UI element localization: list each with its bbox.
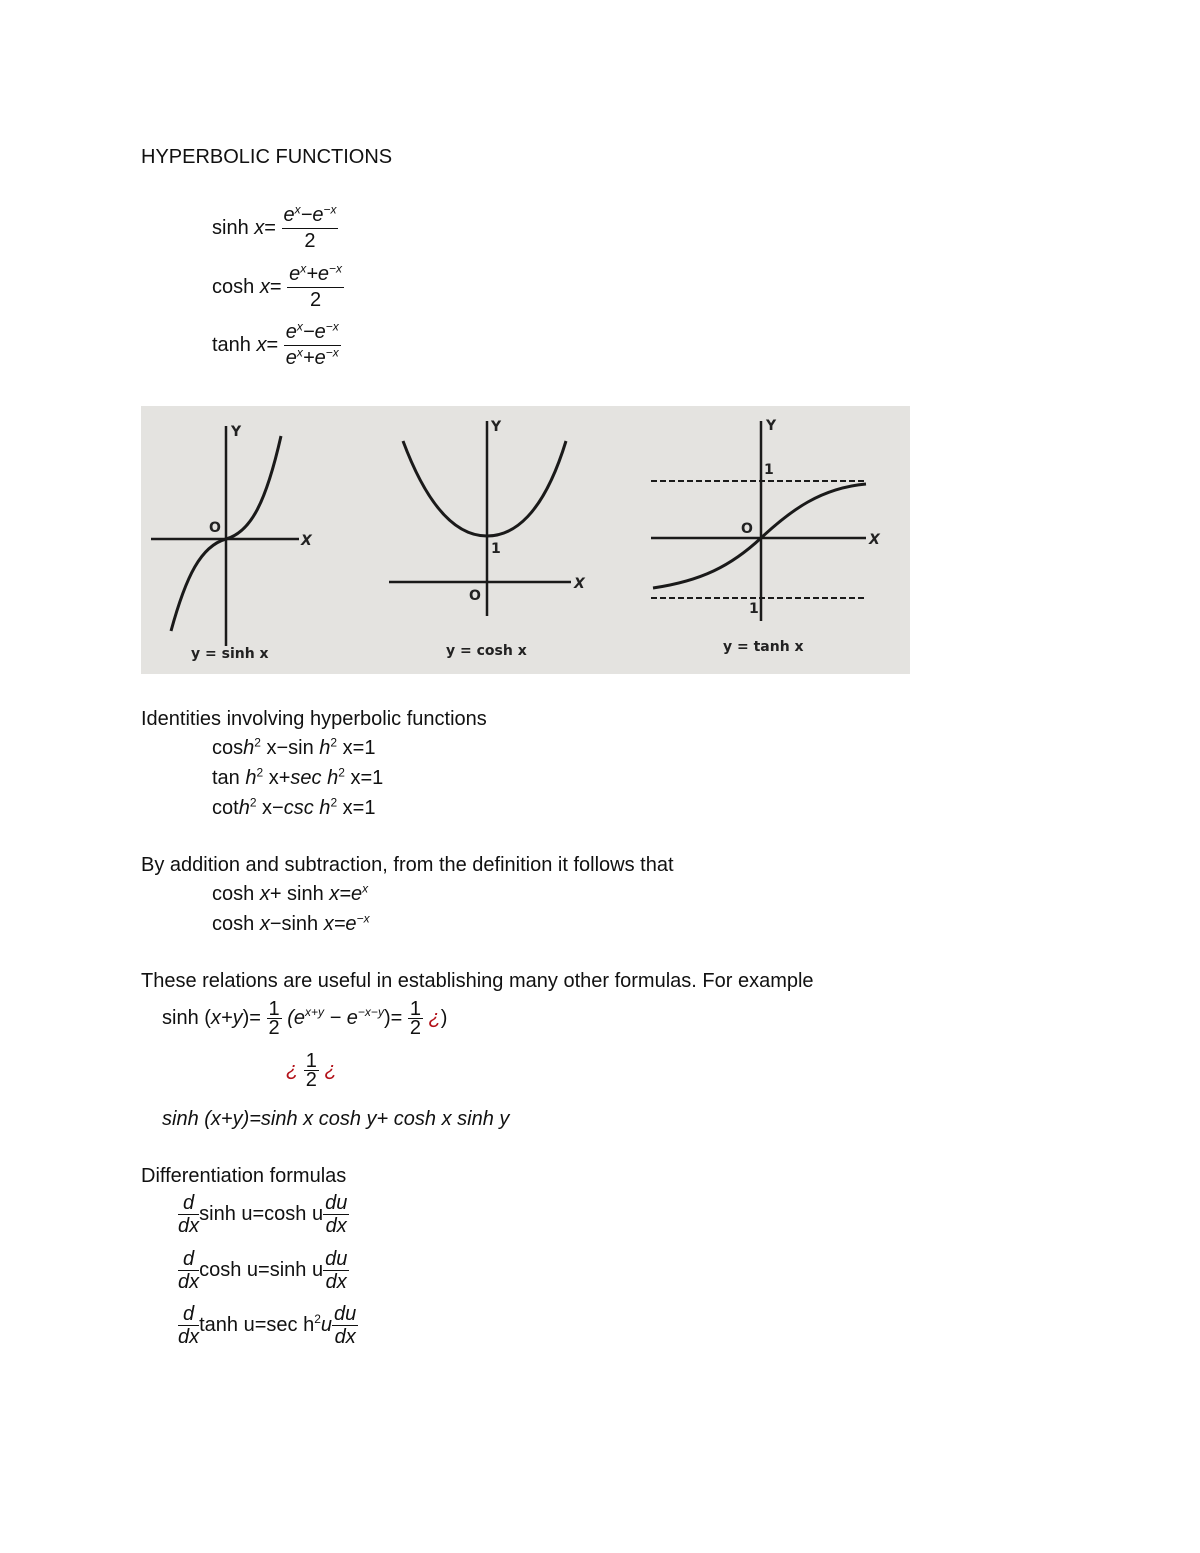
graphs-svg [141,406,910,674]
tanh-y-label: Y [766,418,777,434]
relations-heading: These relations are useful in establishing many other formulas. For example [141,970,814,992]
cosh-var: x [259,275,270,298]
sinh-eq: = [264,216,276,239]
tanh-neg-one-label: 1 [749,601,759,617]
tanh-var: x [256,333,267,356]
cosh-caption: y = cosh x [446,643,527,659]
identities-heading: Identities involving hyperbolic functions [141,708,487,730]
sinh-origin-label: O [209,520,221,536]
tanh-curve [653,484,866,588]
page-title: HYPERBOLIC FUNCTIONS [141,146,393,168]
cosh-eq: = [269,275,282,298]
identity-line-1: $\cosh^2 x-\sin$ $h^2$ x=1 [212,735,376,759]
cosh-definition [212,262,344,313]
cosh-origin-label: O [469,588,481,604]
sinh-definition [212,203,338,254]
cosh-denominator: 2 [309,289,322,311]
sinh-y-label: Y [231,424,242,440]
tanh-eq: = [266,333,279,356]
render-error-glyph: ¿ [428,1006,441,1029]
tanh-caption: y = tanh x [723,639,804,655]
sinh-sum-expansion: sinh (x+y)= $\frac{1}{2}$ $(e^{x+y} - e^{-x-y})=$ $\frac{1}{2}$ ¿) [162,998,448,1039]
sinh-fraction [282,203,339,254]
identity-line-3: coth$^2$ x−csc $h^2$ x=1 [212,795,376,819]
tanh-definition [212,320,341,371]
tanh-x-label: X [869,532,880,548]
addition-line-2: cosh x−sinh $x=e^{-x}$ [212,911,370,935]
tanh-graph [651,421,866,621]
addition-line-1: $\cosh x+ \sinh x=e^x$ [212,881,369,905]
cosh-fraction [287,262,344,313]
half-fraction-2: $\frac{1}{2}$ [409,998,421,1039]
cosh-y-label: Y [491,419,502,435]
sinh-numerator: $e^x-e^{-x}$ [282,203,339,229]
sinh-x-label: X [301,533,312,549]
cosh-curve [403,441,566,536]
sinh-caption: y = sinh x [191,646,269,662]
sinh-label: sinh [212,216,249,239]
derivative-cosh: $\frac{d}{dx}$ cosh u=sinh u $\frac{du}{dx}$ [178,1248,348,1293]
identity-line-2: $\tan h^2$ x+sec $h^2$ x=1 [212,765,384,789]
tanh-fraction [284,320,341,371]
sinh-graph [151,426,299,646]
sinh-denominator: 2 [304,230,316,252]
differentiation-heading: Differentiation formulas [141,1165,347,1187]
tanh-denominator: $e^x+e^{-x}$ [285,345,339,369]
cosh-x-label: X [574,576,585,592]
cosh-label: cosh [212,275,255,298]
tanh-one-label: 1 [764,462,774,478]
tanh-numerator: $e^x-e^{-x}$ [284,320,341,346]
addition-heading: By addition and subtraction, from the definition it follows that [141,854,674,876]
cosh-numerator: $e^x+e^{-x}$ [287,262,344,288]
derivative-tanh: $\frac{d}{dx}$ tanh u=sec $h^2u$ $\frac{du}{dx}$ [178,1303,357,1348]
tanh-origin-label: O [741,521,753,537]
cosh-one-label: 1 [491,541,501,557]
sinh-sum-identity: sinh (x+y)=sinh x cosh y+ cosh x sinh y [162,1108,510,1130]
tanh-label: tanh [212,333,251,356]
half-fraction: $\frac{1}{2}$ [268,998,280,1039]
hyperbolic-graphs-figure [141,406,910,674]
half-fraction-3: $\frac{1}{2}$ [305,1050,317,1091]
broken-equation-line: ¿ $\frac{1}{2}$ ¿ [286,1050,337,1091]
sinh-var: x [254,216,265,239]
cosh-graph [389,421,571,616]
derivative-sinh: $\frac{d}{dx}$ sinh u=cosh u $\frac{du}{dx}$ [178,1192,348,1237]
